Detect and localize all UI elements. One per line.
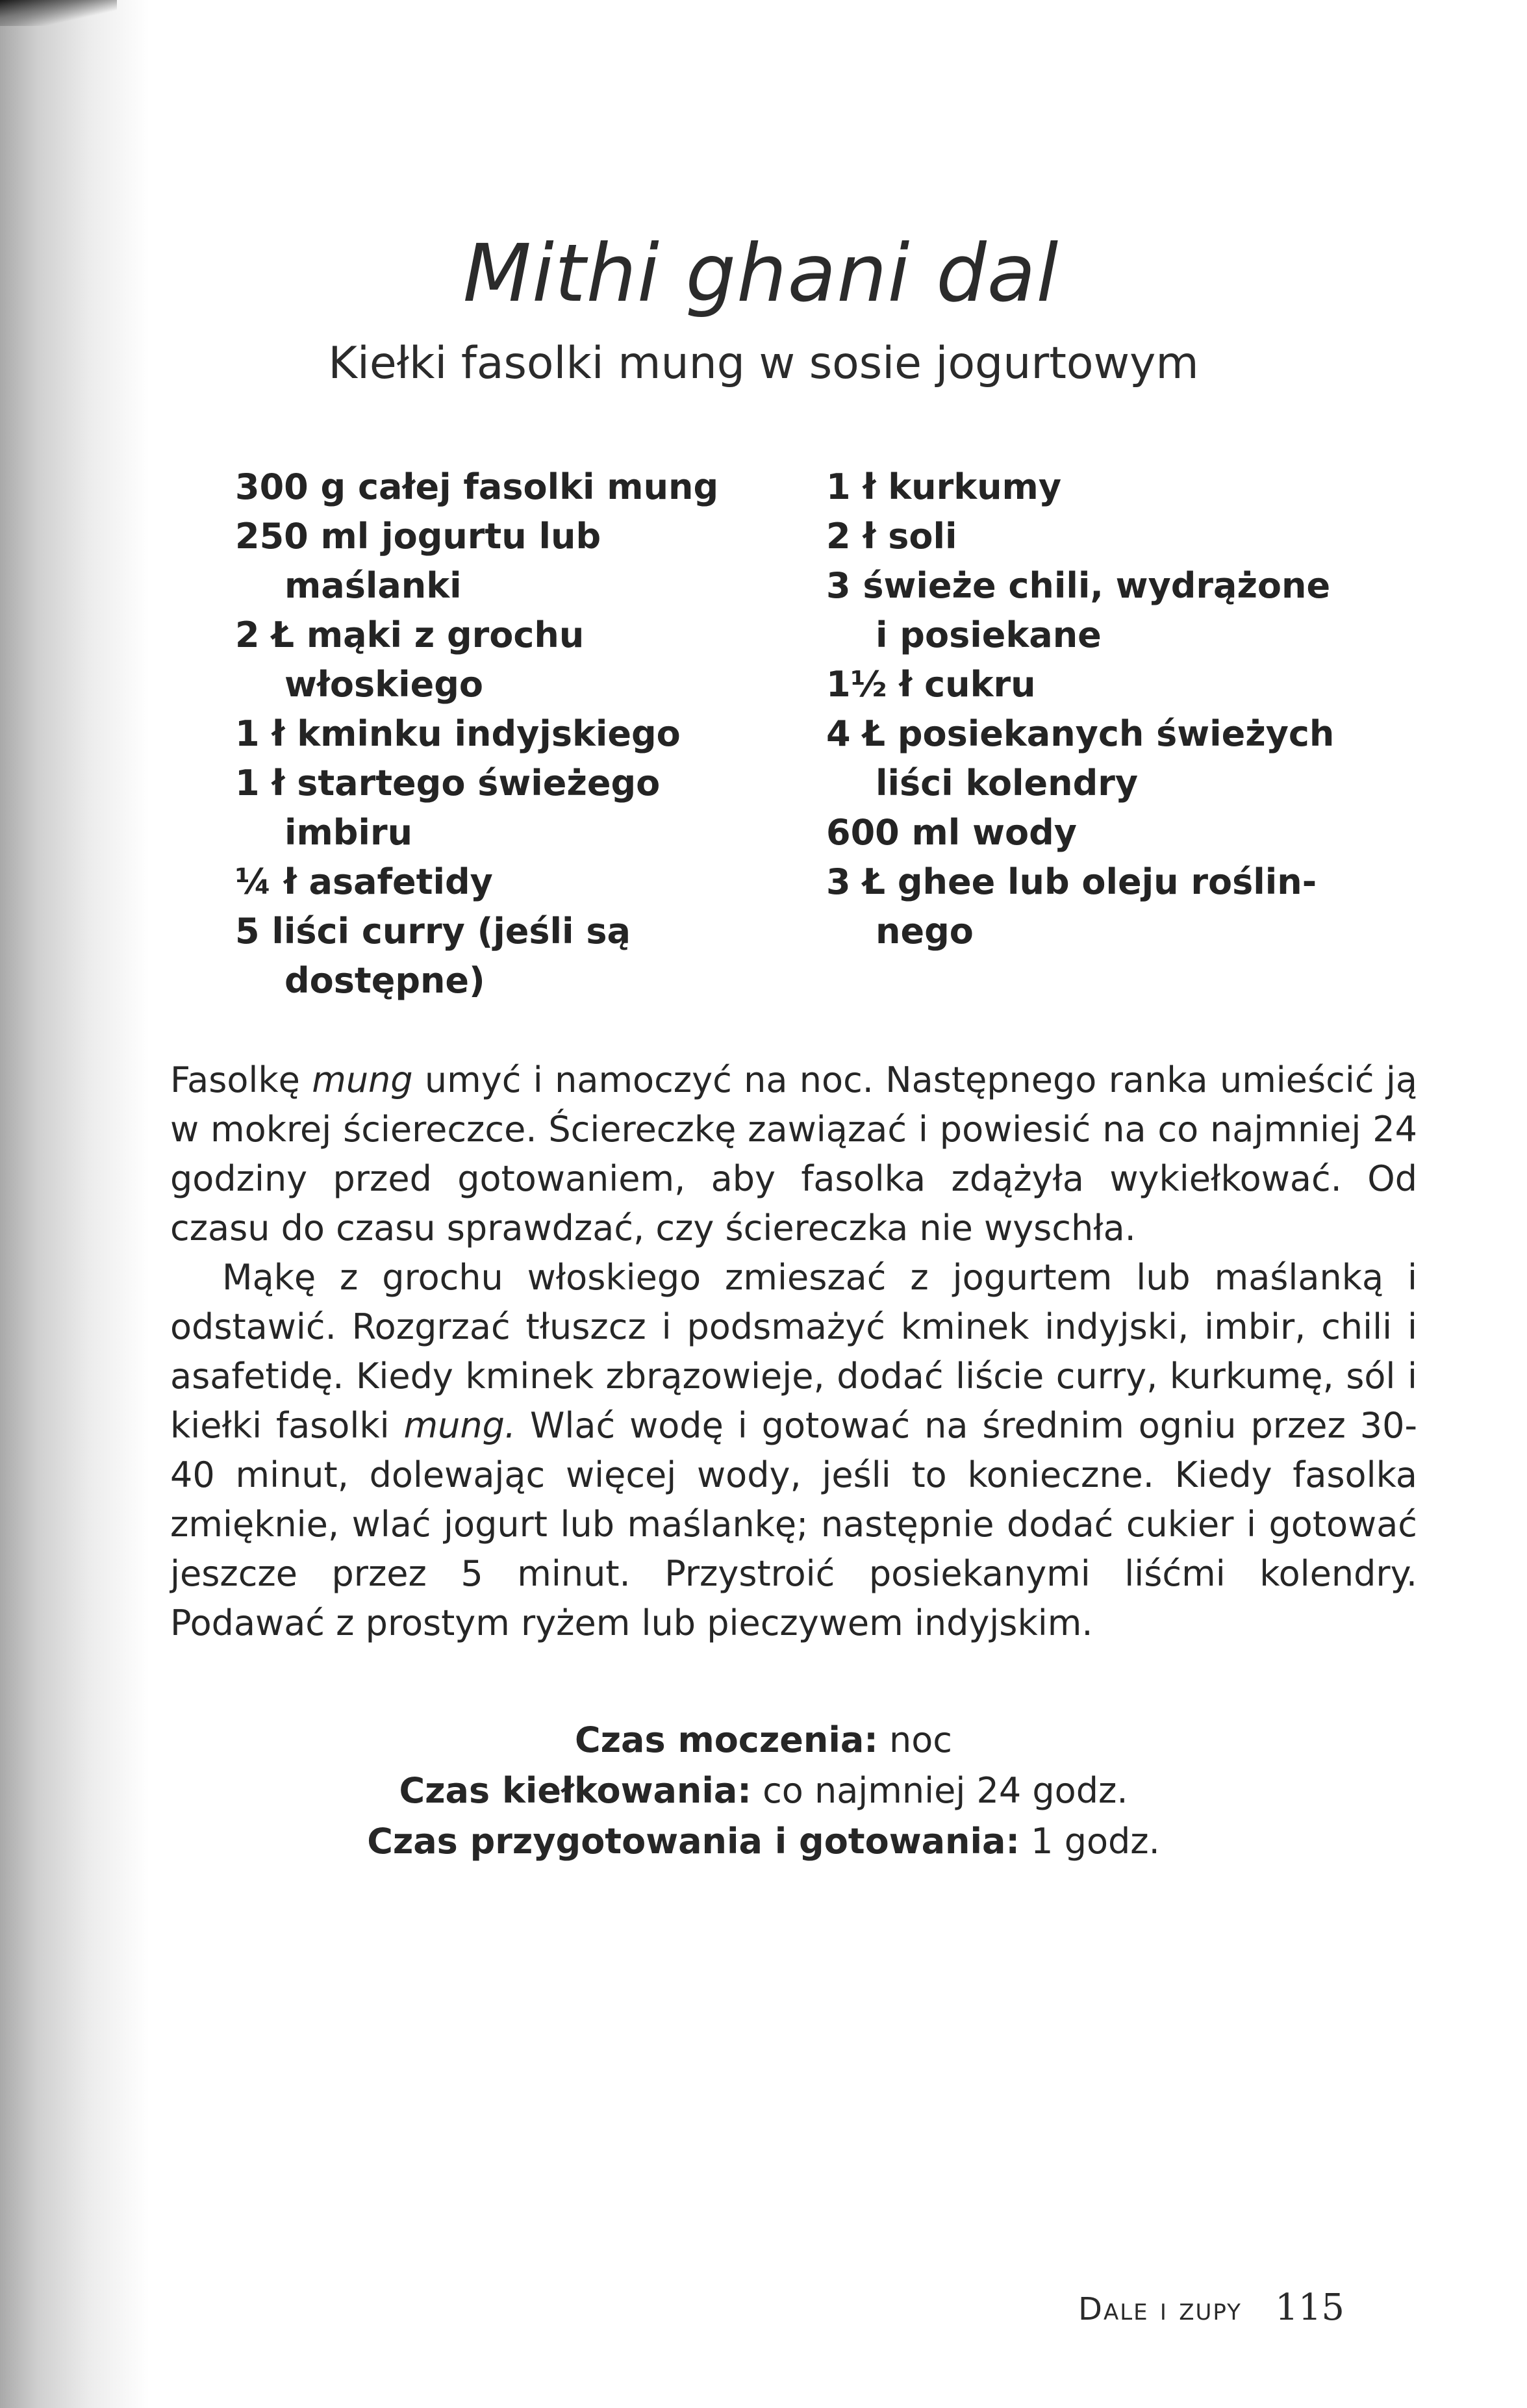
time-sprouting: Czas kiełkowania: co najmniej 24 godz. bbox=[399, 1770, 1128, 1811]
ingredients-left-column bbox=[235, 463, 768, 1006]
ingredient-line: maślanki bbox=[284, 565, 462, 606]
ingredient-line: 2 ł soli bbox=[826, 516, 957, 557]
method-paragraph-2: Mąkę z grochu włoskiego zmieszać z jogurtem lub maślanką i odstawić. Rozgrzać tłuszcz i podsmażyć kminek indyjski, imbir, chili i asafetidę. Kiedy kminek zbrązowieje, dodać liście curry, kurkumę, sól i kiełki fasolki mung. Wlać wodę i gotować na średnim ogniu przez 30-40 minut, dolewając więcej wody, jeśli to konieczne. Kiedy fasolka zmięknie, wlać jogurt lub maślankę; następnie dodać cukier i gotować jeszcze przez 5 minut. Przystroić posiekanymi liśćmi kolendry. Podawać z prostym ryżem lub pieczywem indyjskim. bbox=[170, 1257, 1417, 1643]
ingredient-line: 1 ł kurkumy bbox=[826, 466, 1062, 507]
ingredient-line: włoskiego bbox=[284, 664, 483, 705]
ingredients-right-column bbox=[826, 463, 1411, 956]
ingredient-line: 3 świeże chili, wydrążone bbox=[826, 565, 1331, 606]
method-text bbox=[170, 1056, 1417, 1648]
ingredient-line: 5 liści curry (jeśli są bbox=[235, 911, 631, 952]
ingredient-line: 1 ł startego świeżego bbox=[235, 763, 661, 804]
ingredient-line: 4 Ł posiekanych świeżych bbox=[826, 713, 1335, 754]
ingredient-line: 3 Ł ghee lub oleju roślin- bbox=[826, 861, 1317, 902]
recipe-title: Mithi ghani dal bbox=[462, 227, 1059, 320]
footer-section-title: Dale i zupy bbox=[1078, 2291, 1242, 2327]
time-cooking: Czas przygotowania i gotowania: 1 godz. bbox=[367, 1821, 1160, 1862]
recipe-subtitle: Kiełki fasolki mung w sosie jogurtowym bbox=[328, 338, 1199, 389]
recipe-times bbox=[0, 1715, 1527, 1867]
method-paragraph-1: Fasolkę mung umyć i namoczyć na noc. Następnego ranka umieścić ją w mokrej ściereczce. Ściereczkę zawiązać i powiesić na co najmniej 24 godziny przed gotowaniem, aby fasolka zdążyła wykiełkować. Od czasu do czasu sprawdzać, czy ściereczka nie wyschła. bbox=[170, 1059, 1417, 1248]
ingredient-line: 300 g całej fasolki mung bbox=[235, 466, 719, 507]
ingredient-line: 600 ml wody bbox=[826, 812, 1077, 853]
ingredient-line: imbiru bbox=[284, 812, 413, 853]
time-soaking: Czas moczenia: noc bbox=[575, 1719, 952, 1760]
ingredient-line: 2 Ł mąki z grochu bbox=[235, 615, 585, 655]
ingredient-line: dostępne) bbox=[284, 960, 485, 1001]
ingredient-line: nego bbox=[876, 911, 974, 952]
ingredient-line: i posiekane bbox=[876, 615, 1102, 655]
ingredient-line: ¼ ł asafetidy bbox=[235, 861, 493, 902]
page-corner-shadow bbox=[0, 0, 117, 26]
ingredient-line: 1½ ł cukru bbox=[826, 664, 1036, 705]
ingredient-line: 1 ł kminku indyjskiego bbox=[235, 713, 681, 754]
page-number: 115 bbox=[1275, 2287, 1345, 2329]
ingredient-line: liści kolendry bbox=[876, 763, 1139, 804]
page-footer bbox=[1078, 2287, 1416, 2329]
ingredient-line: 250 ml jogurtu lub bbox=[235, 516, 601, 557]
